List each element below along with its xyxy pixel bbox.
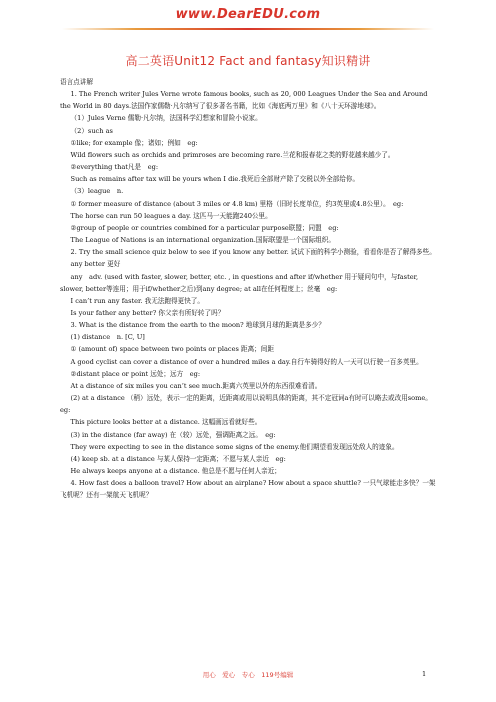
site-header [0,0,496,36]
paragraph: (4) keep sb. at a distance 与某人保持一定距离；不愿与某人亲近 eg: [70,454,286,463]
paragraph: The League of Nations is an international organization.国际联盟是一个国际组织。 [70,236,335,245]
paragraph: ②everything that凡是 eg: [70,163,159,172]
paragraph: Wild flowers such as orchids and primroses are becoming rare.兰花和报春花之类的野花越来越少了。 [70,150,395,159]
document-body [60,76,436,501]
site-watermark: www.DearEDU.com [175,6,321,22]
paragraph: 1. The French writer Jules Verne wrote famous books, such as 20, 000 Leagues Under the Sea and Around the World in 80 days.法国作家儒勒·凡尔纳写了很多著名书籍，比如《海底两万里》和《八十天环游地球》。 [60,90,428,111]
page-title: 高二英语Unit12 Fact and fantasy知识精讲 [125,54,371,68]
paragraph: (2) at a distance （稍）远处，表示一定的距离，近距离或用以说明具体的距离，其不定冠词a有时可以略去或改用some。 eg: [60,394,436,415]
paragraph: any better 更好 [70,260,121,269]
header-divider [62,28,434,30]
paragraph: This picture looks better at a distance. 这幅画远看就好些。 [70,418,262,427]
paragraph: any adv. (used with faster, slower, better, etc. , in questions and after if/whether 用于疑问句中，与faster, slower, better等连用；用于if/whether之后)到any degree; at all在任何程度上；丝毫 eg: [60,272,419,293]
paragraph: ① former measure of distance (about 3 miles or 4.8 km) 里格（旧时长度单位，约3英里或4.8公里）。 eg: [70,199,404,208]
paragraph: (3) in the distance (far away) 在（较）远处，强调距离之远。 eg: [70,430,276,439]
page-footer [0,670,496,684]
paragraph: (1) distance n. [C, U] [70,333,145,342]
paragraph: ① (amount of) space between two points or places 距离；间距 [70,345,274,354]
page-number: 1 [422,670,427,678]
footer-text: 用心 爱心 专心 119号编辑 [202,671,294,679]
paragraph: 2. Try the small science quiz below to see if you know any better. 试试下面的科学小测验，看看你是否了解得多些。 [70,248,436,257]
paragraph: （1）Jules Verne 儒勒·凡尔纳，法国科学幻想家和冒险小说家。 [70,114,262,123]
paragraph: （2）such as [70,126,113,135]
section-heading: 语言点讲解 [60,78,93,86]
paragraph: At a distance of six miles you can’t see much.距离六英里以外的东西很难看清。 [70,381,322,390]
paragraph: He always keeps anyone at a distance. 他总是不愿与任何人亲近； [70,467,281,475]
paragraph: They were expecting to see in the distance some signs of the enemy.他们期望看发现远处敌人的迹象。 [70,442,399,451]
paragraph: 3. What is the distance from the earth to the moon? 地球到月球的距离是多少？ [70,321,325,330]
paragraph: A good cyclist can cover a distance of over a hundred miles a day.自行车骑得好的人一天可以行驶一百多英里。 [70,357,423,366]
paragraph: Is your father any better? 你父亲有所好转了吗？ [70,308,225,317]
paragraph: 4. How fast does a balloon travel? How about an airplane? How about a space shuttle? 一只气球能走多快？一架飞机呢？还有一架航天飞机呢？ [60,479,436,500]
paragraph: I can’t run any faster. 我无法跑得更快了。 [70,296,204,305]
paragraph: The horse can run 50 leagues a day. 这匹马一天能跑240公里。 [70,211,272,220]
paragraph: （3）league n. [70,187,124,196]
paragraph: ②distant place or point 远处；远方 eg: [70,369,201,378]
paragraph: ②group of people or countries combined for a particular purpose联盟；同盟 eg: [70,223,339,232]
paragraph: Such as remains after tax will be yours when I die.我死后全部财产除了交税以外全部给你。 [70,175,360,184]
paragraph: ①like; for example 像；诸如；例如 eg: [70,138,198,147]
